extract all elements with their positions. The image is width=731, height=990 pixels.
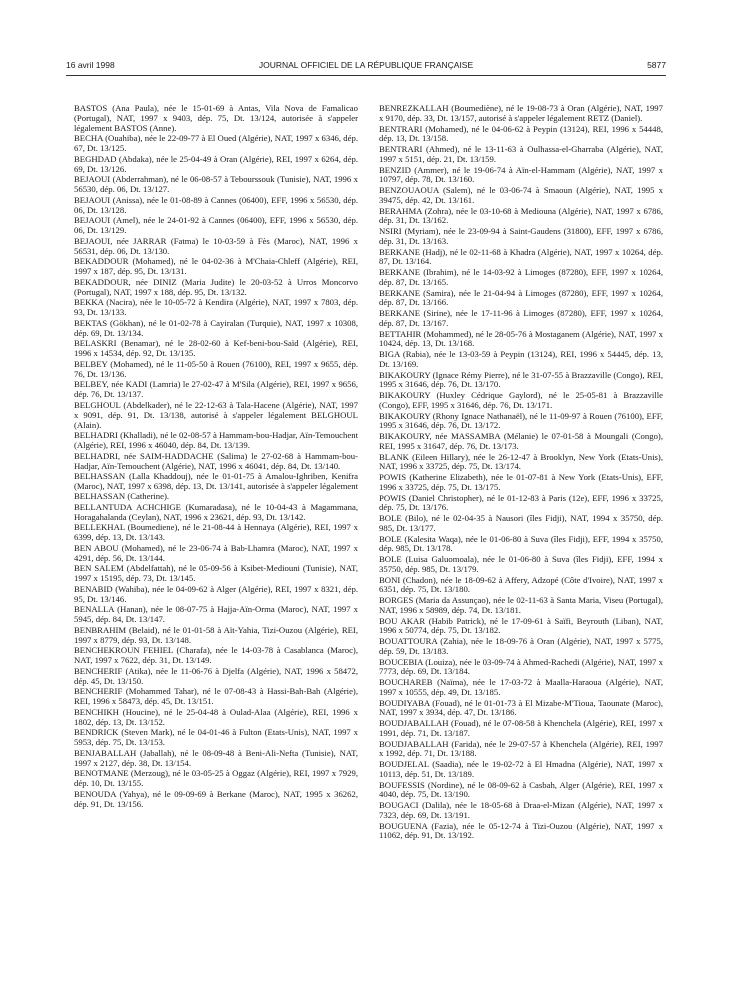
entry-item: BELASKRI (Benamar), né le 28-02-60 à Kef-beni-bou-Saïd (Algérie), REI, 1996 x 14534, dép. 92, Dt. 13/135. — [74, 338, 358, 359]
entry-item: BERAHMA (Zohra), née le 03-10-68 à Mediouna (Algérie), NAT, 1997 x 6786, dép. 31, Dt. 13/162. — [379, 205, 663, 226]
entry-item: BENREZKALLAH (Boumediène), né le 19-08-73 à Oran (Algérie), NAT, 1997 x 9170, dép. 33, Dt. 13/157, autorisé à s'appeler légalement RETZ (Daniel). — [379, 103, 663, 123]
entry-item: BELBEY (Mohamed), né le 11-05-50 à Rouen (76100), REI, 1997 x 9655, dép. 76, Dt. 13/136. — [74, 358, 358, 379]
entry-item: BELLEKHAL (Boumediene), né le 21-08-44 à Hennaya (Algérie), REI, 1997 x 6399, dép. 13, Dt. 13/143. — [74, 522, 358, 543]
entry-item: BENJABALLAH (Jaballah), né le 08-09-48 à Beni-Ali-Nefta (Tunisie), NAT, 1997 x 2127, dép. 38, Dt. 13/154. — [74, 747, 358, 768]
entry-item: BIKAKOURY (Huxley Cédrique Gaylord), né le 25-05-81 à Brazzaville (Congo), EFF, 1995 x 31646, dép. 76, Dt. 13/171. — [379, 390, 663, 410]
entry-item: BEJAOUI (Anissa), née le 01-08-89 à Cannes (06400), EFF, 1996 x 56530, dép. 06, Dt. 13/128. — [74, 194, 358, 215]
entry-item: BOUGACI (Dalila), née le 18-05-68 à Draa-el-Mizan (Algérie), NAT, 1997 x 7323, dép. 69, Dt. 13/191. — [379, 800, 663, 820]
entry-item: BLANK (Eileen Hillary), née le 26-12-47 à Brooklyn, New York (Etats-Unis), NAT, 1996 x 33725, dép. 75, Dt. 13/174. — [379, 451, 663, 472]
entry-item: BELHADRI, née SAIM-HADDACHE (Salima) le 27-02-68 à Hammam-bou-Hadjar, Aïn-Temouchent (Algérie), NAT, 1996 x 46041, dép. 84, Dt. 13/140. — [74, 450, 358, 471]
entry-item: BOLE (Kalesita Waqa), née le 01-06-80 à Suva (îles Fidji), EFF, 1994 x 35750, dép. 985, Dt. 13/178. — [379, 533, 663, 554]
entry-item: BENABID (Wahiba), née le 04-09-62 à Alger (Algérie), REI, 1997 x 8321, dép. 95, Dt. 13/146. — [74, 583, 358, 604]
entry-item: BIGA (Rabia), née le 13-03-59 à Peypin (13124), REI, 1996 x 54445, dép. 13, Dt. 13/169. — [379, 349, 663, 369]
entry-item: BOLE (Luisa Galuomoala), née le 01-06-80 à Suva (îles Fidji), EFF, 1994 x 35750, dép. 985, Dt. 13/179. — [379, 554, 663, 574]
entry-item: BERKANE (Ibrahim), né le 14-03-92 à Limoges (87280), EFF, 1997 x 10264, dép. 87, Dt. 13/165. — [379, 267, 663, 287]
entry-item: BELBEY, née KADI (Lamria) le 27-02-47 à M'Sila (Algérie), REI, 1997 x 9656, dép. 76, Dt. 13/137. — [74, 379, 358, 400]
entry-item: BEJAOUI, née JARRAR (Fatma) le 10-03-59 à Fès (Maroc), NAT, 1996 x 56531, dép. 06, Dt. 13/130. — [74, 235, 358, 256]
header-rule — [66, 75, 666, 76]
entry-item: BENCHERIF (Mohammed Tahar), né le 07-08-43 à Hassi-Bah-Bah (Algérie), REI, 1996 x 58473, dép. 45, Dt. 13/151. — [74, 686, 358, 707]
entry-item: BASTOS (Ana Paula), née le 15-01-69 à Antas, Vila Nova de Famalicao (Portugal), NAT, 1997 x 9403, dép. 75, Dt. 13/124, autorisée à s'appeler légalement BASTOS (Anne). — [74, 103, 358, 133]
header-date: 16 avril 1998 — [66, 60, 115, 70]
entry-item: BOLE (Bilo), né le 02-04-35 à Nausori (îles Fidji), NAT, 1994 x 35750, dép. 985, Dt. 13/177. — [379, 513, 663, 533]
entry-item: BENCHIKH (Houcine), né le 25-04-48 à Oulad-Alaa (Algérie), REI, 1996 x 1802, dép. 13, Dt. 13/152. — [74, 706, 358, 727]
entry-item: BOUCHAREB (Naïma), née le 17-03-72 à Maalla-Haraoua (Algérie), NAT, 1997 x 10555, dép. 49, Dt. 13/185. — [379, 677, 663, 697]
entry-item: BEN ABOU (Mohamed), né le 23-06-74 à Bab-Lhamra (Maroc), NAT, 1997 x 4291, dép. 56, Dt. 13/144. — [74, 542, 358, 563]
entry-item: BECHA (Ouahiba), née le 22-09-77 à El Oued (Algérie), NAT, 1997 x 6346, dép. 67, Dt. 13/125. — [74, 133, 358, 154]
entry-item: BEJAOUI (Amel), née le 24-01-92 à Cannes (06400), EFF, 1996 x 56530, dép. 06, Dt. 13/129. — [74, 215, 358, 236]
header-page-number: 5877 — [647, 60, 666, 70]
entry-item: BIKAKOURY (Ignace Rémy Pierre), né le 31-07-55 à Brazzaville (Congo), REI, 1995 x 31646, dép. 76, Dt. 13/170. — [379, 369, 663, 390]
entry-item: BENALLA (Hanan), née le 08-07-75 à Hajja-Aïn-Orma (Maroc), NAT, 1997 x 5945, dép. 84, Dt. 13/147. — [74, 604, 358, 625]
entry-item: BENDRICK (Steven Mark), né le 04-01-46 à Fulton (Etats-Unis), NAT, 1997 x 5953, dép. 75, Dt. 13/153. — [74, 727, 358, 748]
entry-item: BORGES (Maria da Assunçao), née le 02-11-63 à Santa Maria, Viseu (Portugal), NAT, 1996 x 58989, dép. 74, Dt. 13/181. — [379, 595, 663, 615]
entry-item: BELGHOUL (Abdelkader), né le 22-12-63 à Tala-Hacene (Algérie), NAT, 1997 x 9091, dép. 91, Dt. 13/138, autorisé à s'appeler légalement BELGHOUL (Alain). — [74, 399, 358, 430]
entry-item: BEKTAS (Gökhan), né le 01-02-78 à Cayiralan (Turquie), NAT, 1997 x 10308, dép. 69, Dt. 13/134. — [74, 317, 358, 338]
left-column — [66, 104, 358, 810]
entry-item: BOUDJELAL (Saadia), née le 19-02-72 à El Hmadna (Algérie), NAT, 1997 x 10113, dép. 51, Dt. 13/189. — [379, 759, 663, 779]
entry-item: BENZID (Ammer), né le 19-06-74 à Aïn-el-Hammam (Algérie), NAT, 1997 x 10797, dép. 78, Dt. 13/160. — [379, 164, 663, 185]
entry-item: BENCHEKROUN FEHIEL (Charafa), née le 14-03-78 à Casablanca (Maroc), NAT, 1997 x 7622, dép. 31, Dt. 13/149. — [74, 645, 358, 666]
entry-item: BEJAOUI (Abderrahman), né le 06-08-57 à Tebourssouk (Tunisie), NAT, 1996 x 56530, dép. 06, Dt. 13/127. — [74, 174, 358, 195]
entry-item: BENBRAHIM (Belaid), né le 01-01-58 à Aït-Yahia, Tizi-Ouzou (Algérie), REI, 1997 x 8779, dép. 93, Dt. 13/148. — [74, 624, 358, 645]
entry-item: BENTRARI (Ahmed), né le 13-11-63 à Oulhassa-el-Gharraba (Algérie), NAT, 1997 x 5151, dép. 21, Dt. 13/159. — [379, 144, 663, 164]
entry-item: BETTAHIR (Mohammed), né le 28-05-76 à Mostaganem (Algérie), NAT, 1997 x 10424, dép. 13, Dt. 13/168. — [379, 328, 663, 349]
entry-item: BEKKA (Nacira), née le 10-05-72 à Kendira (Algérie), NAT, 1997 x 7803, dép. 93, Dt. 13/133. — [74, 297, 358, 318]
header-title: JOURNAL OFFICIEL DE LA RÉPUBLIQUE FRANÇAISE — [258, 60, 474, 70]
entry-item: BIKAKOURY (Rhony Ignace Nathanaël), né le 11-09-97 à Rouen (76100), EFF, 1995 x 31646, dép. 76, Dt. 13/172. — [379, 410, 663, 431]
entry-item: BOUDJABALLAH (Fouad), né le 07-08-58 à Khenchela (Algérie), REI, 1997 x 1991, dép. 71, Dt. 13/187. — [379, 718, 663, 738]
entry-item: BELHASSAN (Lalla Khaddouj), née le 01-01-75 à Amalou-Ighriben, Kenifra (Maroc), NAT, 1997 x 6398, dép. 13, Dt. 13/141, autorisée à s'appeler légalement BELHASSAN (Catherine). — [74, 471, 358, 502]
entry-item: BENOUDA (Yahya), né le 09-09-69 à Berkane (Maroc), NAT, 1995 x 36262, dép. 91, Dt. 13/156. — [74, 788, 358, 809]
entry-item: BOUCEBIA (Louiza), née le 03-09-74 à Ahmed-Rachedi (Algérie), NAT, 1997 x 7773, dép. 69, Dt. 13/184. — [379, 656, 663, 677]
page-header — [66, 60, 666, 72]
entry-item: BENOTMANE (Merzoug), né le 03-05-25 à Oggaz (Algérie), REI, 1997 x 7929, dép. 10, Dt. 13/155. — [74, 768, 358, 789]
entry-item: BOUDJABALLAH (Farida), née le 29-07-57 à Khenchela (Algérie), REI, 1997 x 1992, dép. 71, Dt. 13/188. — [379, 738, 663, 759]
entry-item: BERKANE (Hadj), né le 02-11-68 à Khadra (Algérie), NAT, 1997 x 10264, dép. 87, Dt. 13/164. — [379, 246, 663, 267]
entry-item: BOUFESSIS (Nordine), né le 08-09-62 à Casbah, Alger (Algérie), REI, 1997 x 4040, dép. 75, Dt. 13/190. — [379, 779, 663, 800]
entry-item: POWIS (Daniel Christopher), né le 01-12-83 à Paris (12e), EFF, 1996 x 33725, dép. 75, Dt. 13/176. — [379, 492, 663, 513]
entry-item: BONI (Chadon), née le 18-09-62 à Affery, Adzopé (Côte d'Ivoire), NAT, 1997 x 6351, dép. 75, Dt. 13/180. — [379, 574, 663, 595]
entry-item: BENZOUAOUA (Salem), né le 03-06-74 à Smaoun (Algérie), NAT, 1995 x 39475, dép. 42, Dt. 13/161. — [379, 185, 663, 205]
entry-item: BEN SALEM (Abdelfattah), né le 05-09-56 à Ksibet-Mediouni (Tunisie), NAT, 1997 x 15195, dép. 73, Dt. 13/145. — [74, 563, 358, 584]
entry-item: BELLANTUDA ACHCHIGE (Kumaradasa), né le 10-04-43 à Magammana, Horagahalanda (Ceylan), NAT, 1996 x 23621, dép. 93, Dt. 13/142. — [74, 501, 358, 522]
entry-item: BELHADRI (Khalladi), né le 02-08-57 à Hammam-bou-Hadjar, Aïn-Temouchent (Algérie), REI, 1996 x 46040, dép. 84, Dt. 13/139. — [74, 430, 358, 451]
entry-item: BOUATTOURA (Zahia), née le 18-09-76 à Oran (Algérie), NAT, 1997 x 5775, dép. 59, Dt. 13/183. — [379, 636, 663, 656]
entry-item: NSIRI (Myriam), née le 23-09-94 à Saint-Gaudens (31800), EFF, 1997 x 6786, dép. 31, Dt. 13/163. — [379, 226, 663, 246]
entry-item: BOU AKAR (Habib Patrick), né le 17-09-61 à Saïfi, Beyrouth (Liban), NAT, 1996 x 50774, dép. 75, Dt. 13/182. — [379, 615, 663, 636]
right-column — [371, 104, 663, 842]
entry-item: BOUDIYABA (Fouad), né le 01-01-73 à El Mizabe-M'Tioua, Taounate (Maroc), NAT, 1997 x 3934, dép. 47, Dt. 13/186. — [379, 697, 663, 718]
entry-item: BOUGUENA (Fazia), née le 05-12-74 à Tizi-Ouzou (Algérie), NAT, 1997 x 11062, dép. 91, Dt. 13/192. — [379, 820, 663, 841]
entry-item: BIKAKOURY, née MASSAMBA (Mélanie) le 07-01-58 à Moungali (Congo), REI, 1995 x 31647, dép. 76, Dt. 13/173. — [379, 431, 663, 451]
entry-item: POWIS (Katherine Elizabeth), née le 01-07-81 à New York (Etats-Unis), EFF, 1996 x 33725, dép. 75, Dt. 13/175. — [379, 472, 663, 492]
entry-item: BENCHERIF (Atika), née le 11-06-76 à Djelfa (Algérie), NAT, 1996 x 58472, dép. 45, Dt. 13/150. — [74, 665, 358, 686]
entry-item: BENTRARI (Mohamed), né le 04-06-62 à Peypin (13124), REI, 1996 x 54448, dép. 13, Dt. 13/158. — [379, 123, 663, 144]
entry-item: BERKANE (Sirine), née le 17-11-96 à Limoges (87280), EFF, 1997 x 10264, dép. 87, Dt. 13/167. — [379, 308, 663, 328]
entry-item: BEKADDOUR (Mohamed), né le 04-02-36 à M'Chaia-Chleff (Algérie), REI, 1997 x 187, dép. 95, Dt. 13/131. — [74, 256, 358, 277]
entry-item: BERKANE (Samira), née le 21-04-94 à Limoges (87280), EFF, 1997 x 10264, dép. 87, Dt. 13/166. — [379, 287, 663, 308]
entry-item: BEKADDOUR, née DINIZ (Maria Judite) le 20-03-52 à Urros Moncorvo (Portugal), NAT, 1997 x 188, dép. 95, Dt. 13/132. — [74, 276, 358, 297]
entry-item: BEGHDAD (Abdaka), née le 25-04-49 à Oran (Algérie), REI, 1997 x 6264, dép. 69, Dt. 13/126. — [74, 153, 358, 174]
